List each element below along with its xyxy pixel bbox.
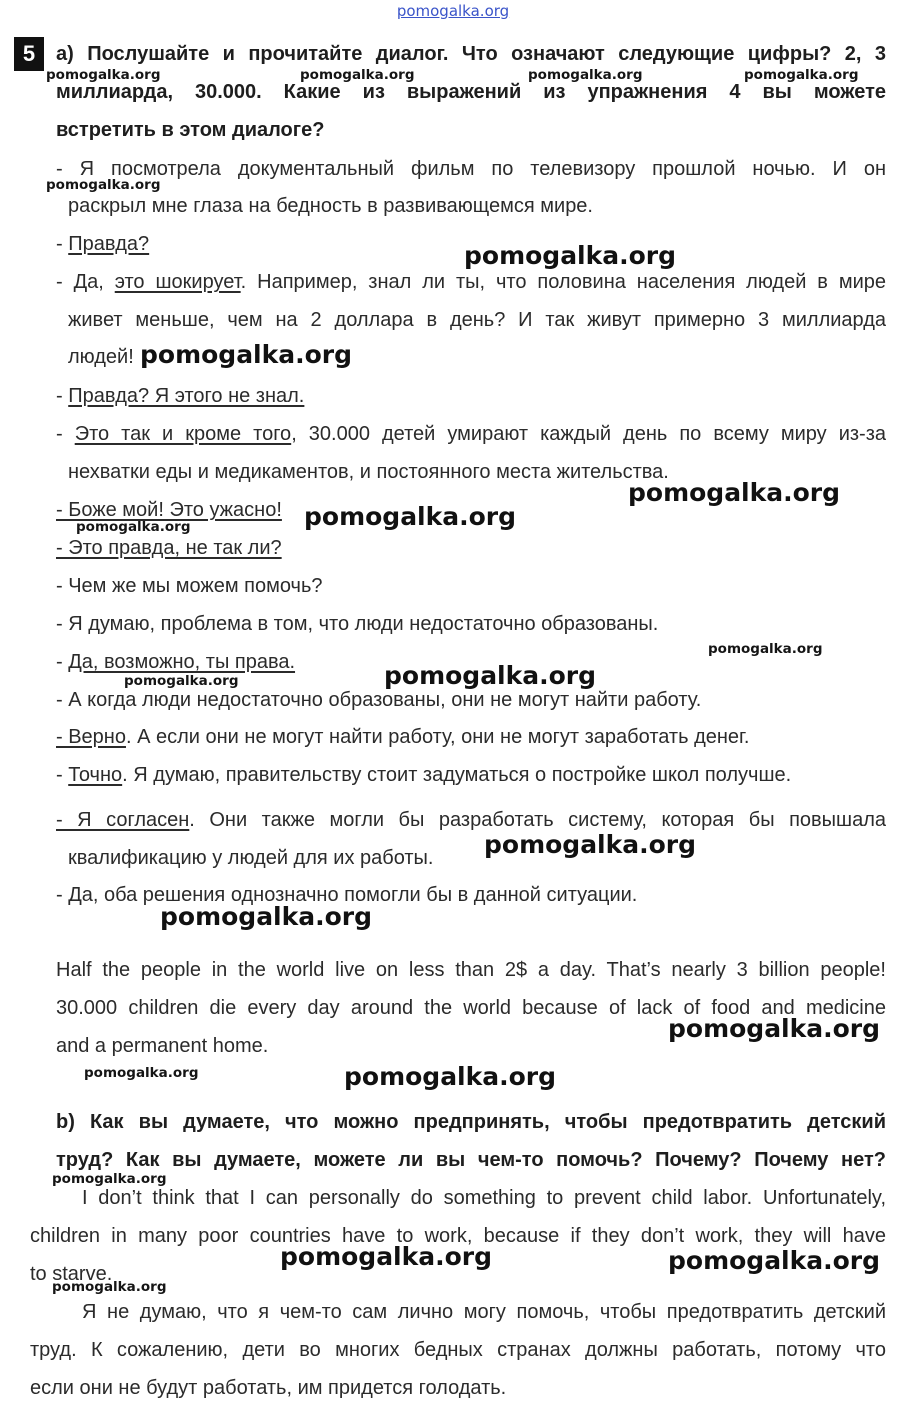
watermark: pomogalka.org (484, 830, 697, 859)
answer-b-ru-line: Я не думаю, что я чем-то сам лично могу помочь, чтобы предотвратить детский (82, 1301, 886, 1323)
highlighted-phrase: Точно (68, 764, 123, 786)
watermark: pomogalka.org (628, 478, 841, 507)
dialogue-line: раскрыл мне глаза на бедность в развивающемся мире. (68, 195, 593, 217)
watermark: pomogalka.org (300, 67, 415, 83)
watermark: pomogalka.org (46, 177, 161, 193)
dialogue-line: - Чем же мы можем помочь? (56, 575, 323, 597)
highlighted-phrase: - Я согласен (56, 809, 190, 831)
watermark: pomogalka.org (668, 1014, 881, 1043)
highlighted-phrase: это шокирует (114, 271, 241, 293)
highlighted-phrase: - Верно (56, 726, 126, 748)
answer-a-line: 30.000 children die every day around the world because of lack of food and medicine (56, 997, 886, 1019)
answer-b-ru-line: если они не будут работать, им придется голодать. (30, 1377, 507, 1399)
highlighted-phrase: - Это правда, не так ли? (56, 537, 282, 559)
dialogue-line: - Я посмотрела документальный фильм по телевизору прошлой ночью. И он (56, 158, 886, 180)
dialogue-line (56, 650, 295, 674)
dialogue-text: . Они также могли бы разработать систему, которая бы повышала (189, 809, 886, 831)
dialogue-line: людей! (68, 346, 134, 368)
dialogue-line (56, 270, 886, 294)
answer-b-ru-line: труд. К сожалению, дети во многих бедных странах должны работать, потому что (30, 1339, 886, 1361)
watermark: pomogalka.org (344, 1062, 557, 1091)
highlighted-phrase: - Боже мой! Это ужасно! (56, 499, 282, 521)
answer-b-en-line: to starve. (30, 1263, 113, 1285)
dialogue-line: - Да, оба решения однозначно помогли бы в данной ситуации. (56, 884, 638, 906)
watermark: pomogalka.org (46, 67, 161, 83)
answer-a-line: Half the people in the world live on less than 2$ a day. That’s nearly 3 billion people! (56, 959, 886, 981)
dialogue-text: . Я думаю, правительству стоит задуматься о постройке школ получше. (122, 764, 792, 786)
task-a-line-1: a) Послушайте и прочитайте диалог. Что означают следующие цифры? 2, 3 (56, 43, 886, 65)
dash: - (56, 233, 69, 255)
dash: - (56, 385, 69, 407)
dialogue-line (56, 725, 749, 749)
site-link-top[interactable]: pomogalka.org (396, 2, 510, 20)
watermark: pomogalka.org (304, 502, 517, 531)
watermark: pomogalka.org (384, 661, 597, 690)
task-b-line-2: труд? Как вы думаете, можете ли вы чем-то помочь? Почему? Почему нет? (56, 1149, 886, 1171)
dialogue-line: - А когда люди недостаточно образованы, они не могут найти работу. (56, 689, 702, 711)
watermark: pomogalka.org (76, 519, 191, 535)
dialogue-line (56, 808, 886, 832)
dialogue-text: , 30.000 детей умирают каждый день по всему миру из-за (291, 423, 887, 445)
dialogue-line: живет меньше, чем на 2 доллара в день? И так живут примерно 3 миллиарда (68, 309, 886, 331)
dash: - (56, 423, 75, 445)
watermark: pomogalka.org (124, 673, 239, 689)
highlighted-phrase: Правда? (68, 233, 150, 255)
dash: - (56, 764, 69, 786)
dialogue-line (56, 232, 149, 256)
answer-b-en-line: I don’t think that I can personally do something to prevent child labor. Unfortunately, (82, 1187, 886, 1209)
answer-b-en-line: children in many poor countries have to work, because if they don’t work, they will have (30, 1225, 886, 1247)
dialogue-line (56, 763, 791, 787)
watermark: pomogalka.org (708, 641, 823, 657)
watermark: pomogalka.org (140, 340, 353, 369)
highlighted-phrase: Правда? Я этого не знал. (68, 385, 305, 407)
dialogue-line (56, 384, 304, 408)
dialogue-text: . А если они не могут найти работу, они не могут заработать денег. (125, 726, 750, 748)
dialogue-text: . Например, знал ли ты, что половина населения людей в мире (240, 271, 887, 293)
dash: - Да, (56, 271, 115, 293)
watermark: pomogalka.org (280, 1242, 493, 1271)
highlighted-phrase: Да, возможно, ты права. (68, 651, 296, 673)
highlighted-phrase: Это так и кроме того (74, 423, 292, 445)
watermark: pomogalka.org (52, 1171, 167, 1187)
dialogue-line: нехватки еды и медикаментов, и постоянного места жительства. (68, 461, 669, 483)
dialogue-line: квалификацию у людей для их работы. (68, 847, 434, 869)
watermark: pomogalka.org (528, 67, 643, 83)
watermark: pomogalka.org (52, 1279, 167, 1295)
task-number-badge: 5 (14, 37, 44, 71)
task-a-line-2: миллиарда, 30.000. Какие из выражений из упражнения 4 вы можете (56, 81, 886, 103)
watermark: pomogalka.org (744, 67, 859, 83)
watermark: pomogalka.org (160, 902, 373, 931)
task-a-line-3: встретить в этом диалоге? (56, 119, 325, 141)
watermark: pomogalka.org (668, 1246, 881, 1275)
task-b-line-1: b) Как вы думаете, что можно предпринять, чтобы предотвратить детский (56, 1111, 886, 1133)
watermark: pomogalka.org (84, 1065, 199, 1081)
dialogue-line (56, 422, 886, 446)
answer-a-line: and a permanent home. (56, 1035, 269, 1057)
dialogue-line: - Я думаю, проблема в том, что люди недостаточно образованы. (56, 613, 659, 635)
dash: - (56, 651, 69, 673)
watermark: pomogalka.org (464, 241, 677, 270)
dialogue-line (56, 536, 282, 560)
